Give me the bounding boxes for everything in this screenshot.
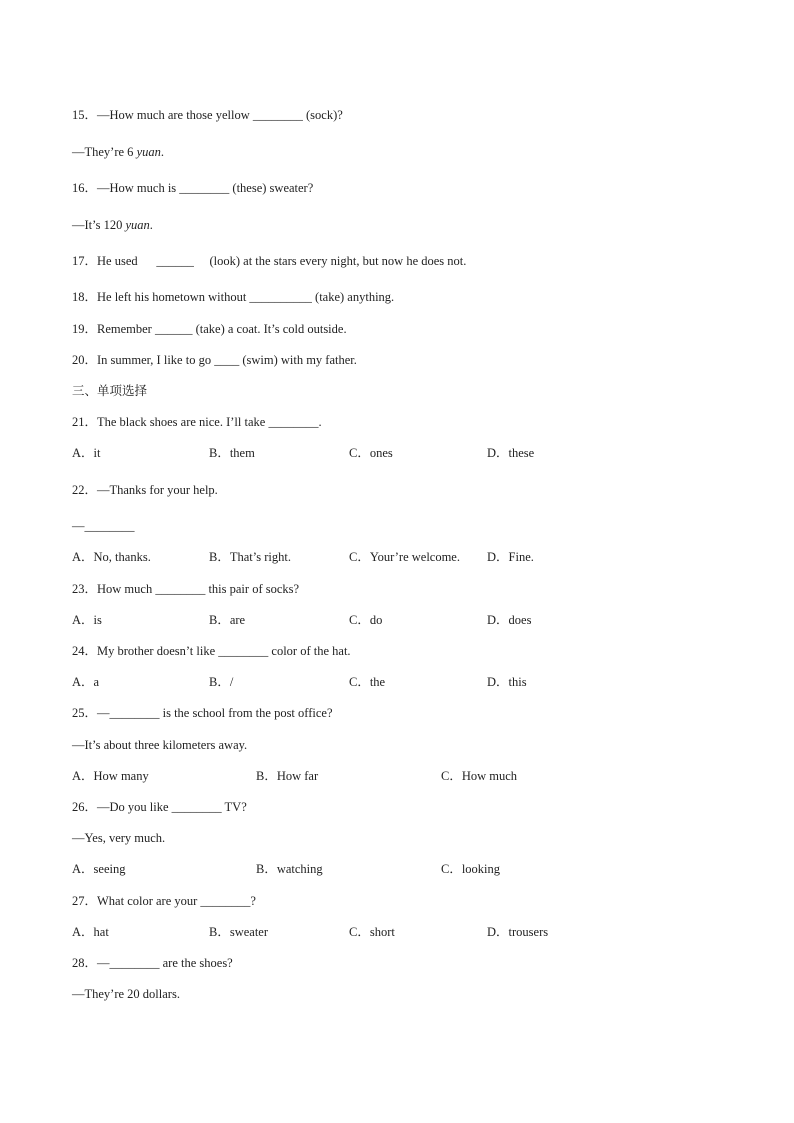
question-15: 15．—How much are those yellow ________ (sock)? <box>72 108 343 122</box>
q27-option-c: C．short <box>349 925 395 939</box>
q24-option-c: C．the <box>349 675 386 689</box>
reply-28: —They’re 20 dollars. <box>72 987 180 1001</box>
q22-option-d: D．Fine. <box>487 550 534 564</box>
q25-option-a: A．How many <box>72 769 149 783</box>
q24-option-b: B．/ <box>209 675 234 689</box>
question-27: 27．What color are your ________? <box>72 894 256 908</box>
q26-option-b: B．watching <box>256 862 323 876</box>
reply-22: —________ <box>72 519 135 533</box>
q24-option-d: D．this <box>487 675 527 689</box>
question-20: 20．In summer, I like to go ____ (swim) with my father. <box>72 353 357 367</box>
q26-option-c: C．looking <box>441 862 501 876</box>
question-28: 28．—________ are the shoes? <box>72 956 233 970</box>
q21-option-b: B．them <box>209 446 255 460</box>
q23-option-d: D．does <box>487 613 532 627</box>
reply-25: —It’s about three kilometers away. <box>72 738 248 752</box>
q24-option-a: A．a <box>72 675 100 689</box>
question-22: 22．—Thanks for your help. <box>72 483 218 497</box>
q22-option-a: A．No, thanks. <box>72 550 151 564</box>
q26-option-a: A．seeing <box>72 862 126 876</box>
answer-16-pre: —It’s 120 <box>72 218 126 232</box>
question-16: 16．—How much is ________ (these) sweater? <box>72 181 314 195</box>
reply-26: —Yes, very much. <box>72 831 166 845</box>
q23-option-a: A．is <box>72 613 102 627</box>
q27-option-d: D．trousers <box>487 925 549 939</box>
q21-option-d: D．these <box>487 446 535 460</box>
answer-16-italic: yuan <box>125 218 150 232</box>
q23-option-c: C．do <box>349 613 383 627</box>
q22-option-c: C．Your’re welcome. <box>349 550 460 564</box>
question-25: 25．—________ is the school from the post office? <box>72 706 333 720</box>
question-17: 17．He used ______ (look) at the stars every night, but now he does not. <box>72 254 467 268</box>
q23-option-b: B．are <box>209 613 246 627</box>
q22-option-b: B．That’s right. <box>209 550 291 564</box>
answer-15-italic: yuan <box>136 145 161 159</box>
q27-option-a: A．hat <box>72 925 109 939</box>
answer-15-pre: —They’re 6 <box>72 145 137 159</box>
answer-16-post: . <box>149 218 153 232</box>
q21-option-a: A．it <box>72 446 101 460</box>
question-21: 21．The black shoes are nice. I’ll take ________. <box>72 415 322 429</box>
question-19: 19．Remember ______ (take) a coat. It’s cold outside. <box>72 322 347 336</box>
question-26: 26．—Do you like ________ TV? <box>72 800 247 814</box>
answer-15-post: . <box>160 145 164 159</box>
question-18: 18．He left his hometown without __________ (take) anything. <box>72 290 395 304</box>
q27-option-b: B．sweater <box>209 925 269 939</box>
q21-option-c: C．ones <box>349 446 393 460</box>
q25-option-b: B．How far <box>256 769 319 783</box>
q25-option-c: C．How much <box>441 769 518 783</box>
question-24: 24．My brother doesn’t like ________ color of the hat. <box>72 644 351 658</box>
question-23: 23．How much ________ this pair of socks? <box>72 582 300 596</box>
section-heading: 三、单项选择 <box>72 383 148 398</box>
answer-16 <box>72 217 153 233</box>
answer-15 <box>72 144 164 160</box>
